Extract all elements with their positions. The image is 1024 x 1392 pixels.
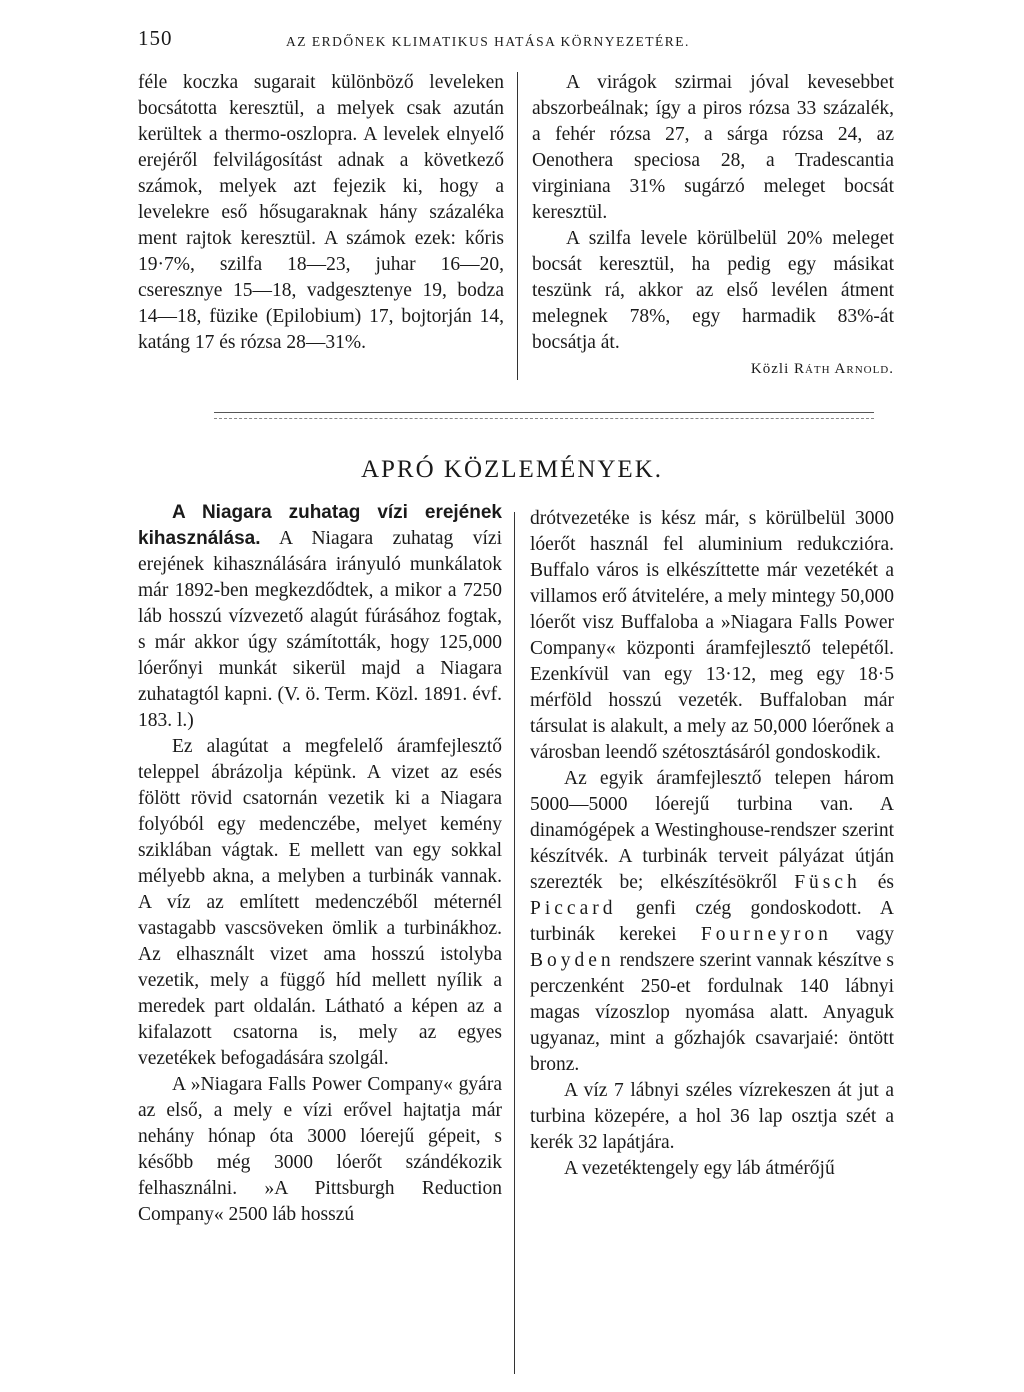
paragraph: A »Niagara Falls Power Company« gyára az első, a mely e vízi erővel hajtatja már nehány hónap óta 3000 lóerejű gépeit, s később még 3000 lóerőt szándékozik felhasználni. »A Pittsburgh Reduction Company« 2500 láb hosszú — [138, 1074, 502, 1225]
section-divider — [214, 412, 874, 413]
paragraph-text: A Niagara zuhatag vízi erejének kihasználására irányuló munkálatok már 1892-ben megkezdődtek, a mikor a 7250 láb hosszú vízvezető alagút fúrásához fogtak, s már akkor úgy számították, hogy 125,000 lóerőnyi munkát sikerül majd a Niagara zuhatagtól kapni. (V. ö. Term. Közl. 1891. évf. 183. l.) — [138, 528, 502, 731]
paragraph: Ez alagútat a megfelelő áramfejlesztő teleppel ábrázolja képünk. A vizet az esés fölött rövid csatornán vezetik ki a Niagara folyóból egy medenczébe, melyet kemény sziklában vágtak. E mellett van egy sokkal mélyebb akna, a melyben a turbinák vannak. A víz az említett medenczéből méternél vastagabb vascsöveken ömlik a turbinákhoz. Az elhasznált vizet ama hosszú istolyba vezetik, mely a függő híd mellett nyílik a meredek part oldalán. Látható a képen az a kifalazott csatorna is, mely az egyes vezetékek befogadására szolgál. — [138, 736, 502, 1069]
section-divider — [214, 418, 874, 419]
top-right-column — [532, 70, 894, 382]
column-divider — [517, 72, 518, 380]
paragraph: drótvezetéke is kész már, s körülbelül 3000 lóerőt használ fel aluminium redukczióra. Buffalo város is elkészíttette már vezetékét a villamos erő átvitelére, a mely mintegy 50,000 lóerőt visz Buffaloba a »Niagara Falls Power Company« központi áramfejlesztő telepétől. Ezenkívül van egy 13·12, meg egy 18·5 mérföld hosszú vezeték. Buffaloban már társulat is alakult, a mely az 50,000 lóerőnek a városban leendő szétosztásáról gondoskodik. — [530, 508, 894, 763]
bottom-left-column — [138, 500, 502, 1228]
page-number: 150 — [138, 26, 173, 50]
conjunction: és — [877, 872, 895, 893]
paragraph: A víz 7 lábnyi széles vízrekeszen át jut a turbina közepére, a hol 36 lap osztja szét a kerék 32 lapátjára. — [530, 1080, 894, 1153]
paragraph: A vezetéktengely egy láb átmérőjű — [564, 1158, 835, 1179]
paragraph — [530, 766, 894, 1078]
column-divider — [514, 512, 515, 1374]
paragraph: féle koczka sugarait különböző leveleken bocsátotta keresztül, a melyek csak azután kerültek a thermo-oszlopra. A levelek elnyelő erejéről felvilágosítást adnak a következő számok, melyek azt fejezik ki, hogy a levelekre eső hősugaraknak hány százaléka ment rajtok keresztül. A számok ezek: kőris 19·7%, szilfa 18—23, juhar 16—20, cseresznye 15—18, vadgesztenye 19, bodza 14—18, füzike (Epilobium) 17, bojtorján 14, katáng 17 és rózsa 28—31%. — [138, 72, 504, 353]
running-title: AZ ERDŐNEK KLIMATIKUS HATÁSA KÖRNYEZETÉRE. — [286, 34, 690, 49]
person-name: Füsch — [794, 872, 861, 893]
paragraph: A virágok szirmai jóval kevesebbet abszorbeálnak; így a piros rózsa 33 százalék, a fehér rózsa 27, a sárga rózsa 24, az Oenothera speciosa 28, a Tradescantia virginiana 31% sugárzó meleget bocsát keresztül. — [532, 72, 894, 223]
paragraph: A szilfa levele körülbelül 20% meleget bocsát keresztül, ha pedig egy másikat teszünk rá, akkor az első levélen átment melegnek 78%, egy harmadik 83%-át bocsátja át. — [532, 228, 894, 353]
signature-name: Ráth Arnold. — [793, 361, 894, 377]
article-first-paragraph — [138, 500, 502, 734]
person-name: Boyden — [530, 950, 615, 971]
paragraph-text: genfi czég gondoskodott. A turbinák kerekei — [530, 898, 894, 945]
signature-prefix: Közli — [750, 361, 790, 377]
author-signature — [532, 356, 894, 382]
top-left-column — [138, 70, 504, 356]
person-name: Fourneyron — [700, 924, 832, 945]
conjunction: vagy — [856, 924, 895, 945]
section-title: APRÓ KÖZLEMÉNYEK. — [360, 456, 664, 483]
person-name: Piccard — [530, 898, 617, 919]
article-headline: A Niagara zuhatag vízi erejének kihasználása. — [138, 502, 502, 549]
paragraph-text: Az egyik áramfejlesztő telepen három 5000—5000 lóerejű turbina van. A dinamógépek a Westinghouse-rendszer szerint készítvék. A turbinák terveit pályázat útján szerezték be; elkészítésökről — [530, 768, 894, 893]
bottom-right-column — [530, 506, 894, 1182]
paragraph-text: rendszere szerint vannak készítve s perczenként 250-et fordulnak 140 lábnyi magas vízoszlop nyomása alatt. Anyaguk ugyanaz, mint a gőzhajók csavarjaié: öntött bronz. — [530, 950, 895, 1075]
